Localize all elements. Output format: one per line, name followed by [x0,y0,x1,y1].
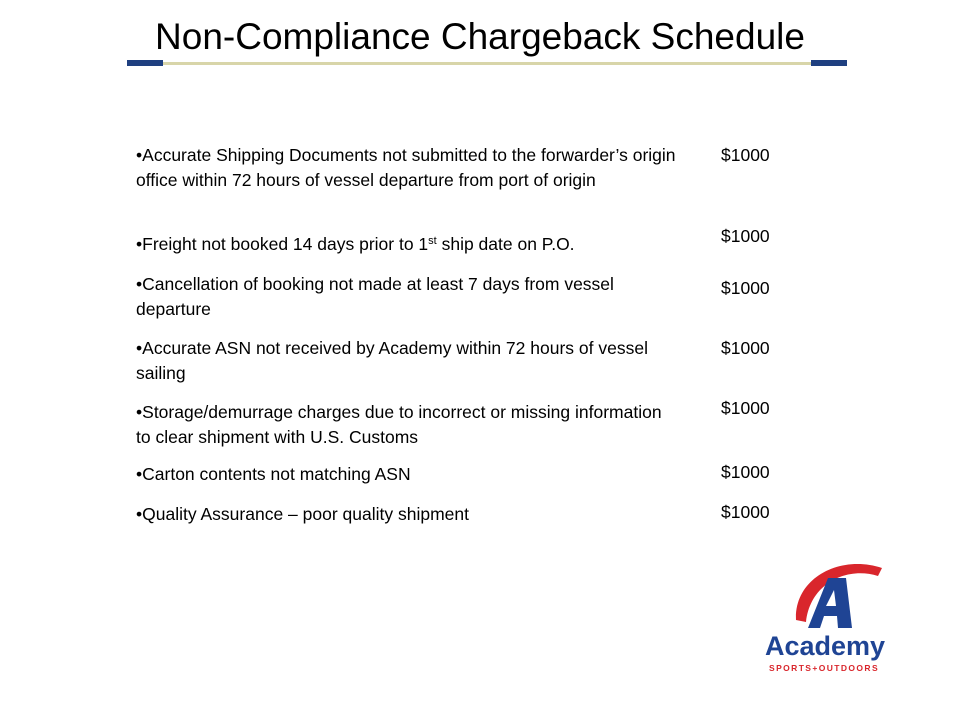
academy-logo [760,558,910,678]
academy-a-logo-icon [760,558,910,678]
chargeback-amount: $1000 [721,462,770,482]
item-text: Storage/demurrage charges due to incorrect or missing information to clear shipment with U.S. Customs [136,402,662,447]
chargeback-item-carton-contents [136,462,681,487]
chargeback-amount: $1000 [721,278,770,298]
title-underline [127,62,847,65]
chargeback-amount: $1000 [721,502,770,522]
chargeback-item-shipping-documents [136,143,681,193]
title-underline-right-accent [811,60,847,66]
chargeback-amount: $1000 [721,145,770,165]
chargeback-amount: $1000 [721,398,770,418]
chargeback-item-cancellation [136,272,681,322]
bullet: • [136,338,143,358]
bullet: • [136,504,143,524]
bullet: • [136,145,143,165]
chargeback-item-quality-assurance [136,502,681,527]
item-superscript: st [428,235,437,247]
logo-tagline: SPORTS+OUTDOORS [769,663,880,673]
slide-title: Non-Compliance Chargeback Schedule [155,16,805,57]
bullet: • [136,274,143,294]
item-text: Accurate ASN not received by Academy within 72 hours of vessel sailing [136,338,648,383]
chargeback-item-asn [136,336,681,386]
item-text: Freight not booked 14 days prior to 1 [142,234,429,254]
item-text: Carton contents not matching ASN [142,464,411,484]
item-text: Cancellation of booking not made at least 7 days from vessel departure [136,274,614,319]
title-underline-left-accent [127,60,163,66]
item-text: ship date on P.O. [436,234,575,254]
chargeback-item-storage-demurrage [136,400,681,450]
chargeback-amount: $1000 [721,338,770,358]
bullet: • [136,464,143,484]
bullet: • [136,402,143,422]
item-text: Accurate Shipping Documents not submitted to the forwarder’s origin office within 72 hours of vessel departure from port of origin [136,145,676,190]
bullet: • [136,234,143,254]
chargeback-item-freight-booking [136,232,681,257]
logo-wordmark: Academy [765,631,886,661]
chargeback-amount: $1000 [721,226,770,246]
item-text: Quality Assurance – poor quality shipment [142,504,469,524]
